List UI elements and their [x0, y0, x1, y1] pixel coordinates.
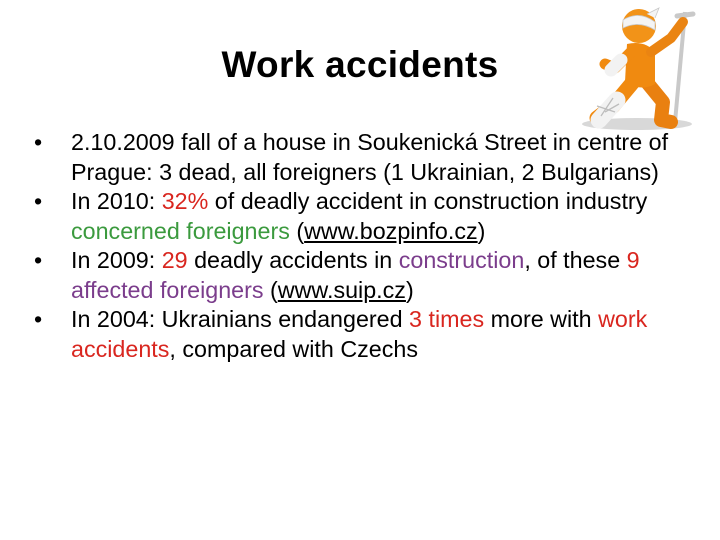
bullet-text: construction [398, 247, 525, 273]
bullet-text: ) [405, 276, 414, 303]
bullet-item [34, 305, 694, 364]
bullet-text: 9 [626, 247, 640, 273]
bullet-text: In 2009: [71, 247, 162, 273]
source-link[interactable]: www.bozpinfo.cz [304, 217, 478, 244]
bullet-text: In 2004: Ukrainians endangered [71, 306, 410, 332]
bullet-dot-icon: • [34, 247, 43, 273]
bullet-dot-icon: • [34, 188, 43, 214]
bullet-item [34, 246, 694, 305]
bullet-text: ( [289, 217, 305, 244]
bullet-text: concerned foreigners [71, 217, 290, 244]
bullet-text: more with [484, 306, 599, 332]
source-link[interactable]: www.suip.cz [277, 276, 406, 303]
bullet-text: , of these [524, 247, 627, 273]
bullet-text: affected foreigners [71, 276, 264, 303]
bullet-text: work accidents [71, 306, 648, 362]
injured-person-illustration [575, 2, 710, 134]
arm-bandage [611, 60, 621, 70]
bullet-text: , compared with Czechs [169, 335, 419, 362]
bullet-text: 2.10.2009 fall of a house in Soukenická Street in centre of Prague: 3 dead, all foreigners (1 Ukrainian, 2 Bulgarians) [71, 129, 669, 185]
bullet-item [34, 128, 694, 187]
bullet-text: ) [477, 217, 486, 244]
bullet-text: 32% [161, 188, 209, 214]
bullet-item [34, 187, 694, 246]
bullet-text: In 2010: [71, 188, 162, 214]
bullet-dot-icon: • [34, 129, 43, 155]
bullet-list [34, 128, 694, 364]
bullet-text: 29 [161, 247, 188, 273]
bullet-dot-icon: • [34, 306, 43, 332]
bullet-text: deadly accidents in [187, 247, 399, 273]
bullet-text: ( [263, 276, 278, 303]
bullet-text: 3 times [409, 306, 485, 332]
bullet-text: of deadly accident in construction industry [208, 188, 648, 214]
slide-title: Work accidents [221, 44, 499, 85]
